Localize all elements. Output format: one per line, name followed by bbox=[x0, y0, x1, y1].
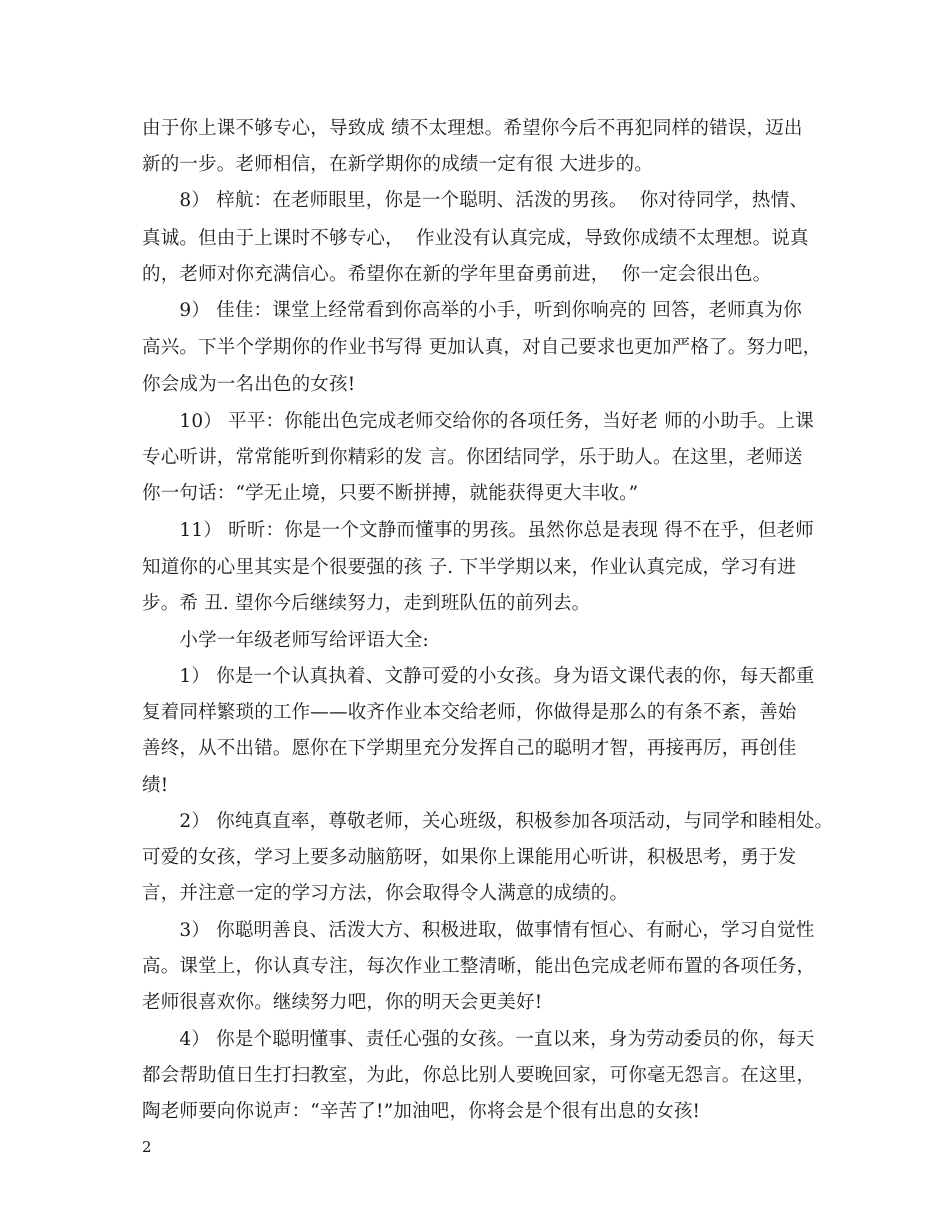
text-line: 步。希 丑. 望你今后继续努力，走到班队伍的前列去。 bbox=[142, 593, 591, 614]
text-line: 善终，从不出错。愿你在下学期里充分发挥自己的聪明才智，再接再厉，再创佳 bbox=[142, 738, 797, 759]
text-line: 都会帮助值日生打扫教室，为此，你总比别人要晚回家，可你毫无怨言。在这里， bbox=[142, 1065, 816, 1086]
text-line: 4） 你是个聪明懂事、责任心强的女孩。一直以来，身为劳动委员的你，每天 bbox=[142, 1029, 815, 1050]
text-line: 9） 佳佳：课堂上经常看到你高举的小手，听到你响亮的 回答，老师真为你 bbox=[142, 300, 802, 321]
text-line: 你一句话：“学无止境，只要不断拼搏，就能获得更大丰收。” bbox=[142, 483, 639, 504]
text-line: 真诚。但由于上课时不够专心， 作业没有认真完成，导致你成绩不太理想。说真 bbox=[142, 228, 809, 249]
text-line: 11） 昕昕：你是一个文静而懂事的男孩。虽然你总是表现 得不在乎，但老师 bbox=[142, 520, 814, 541]
text-line: 绩! bbox=[142, 775, 169, 796]
text-line: 可爱的女孩，学习上要多动脑筋呀，如果你上课能用心听讲，积极思考，勇于发 bbox=[142, 847, 797, 868]
text-line: 的，老师对你充满信心。希望你在新的学年里奋勇前进， 你一定会很出色。 bbox=[142, 264, 772, 285]
text-line: 陶老师要向你说声：“辛苦了!”加油吧，你将会是个很有出息的女孩! bbox=[142, 1101, 701, 1122]
page-number: 2 bbox=[142, 1138, 152, 1156]
text-line: 复着同样繁琐的工作——收齐作业本交给老师，你做得是那么的有条不紊，善始 bbox=[142, 702, 797, 723]
text-line: 新的一步。老师相信，在新学期你的成绩一定有很 大进步的。 bbox=[142, 154, 653, 175]
text-line: 老师很喜欢你。继续努力吧，你的明天会更美好! bbox=[142, 992, 543, 1013]
text-line: 高兴。下半个学期你的作业书写得 更加认真，对自己要求也更加严格了。努力吧， bbox=[142, 337, 822, 358]
text-line: 3） 你聪明善良、活泼大方、积极进取，做事情有恒心、有耐心，学习自觉性 bbox=[142, 920, 815, 941]
text-line: 10） 平平：你能出色完成老师交给你的各项任务，当好老 师的小助手。上课 bbox=[142, 411, 814, 432]
text-line: 1） 你是一个认真执着、文静可爱的小女孩。身为语文课代表的你，每天都重 bbox=[142, 666, 815, 687]
text-line: 由于你上课不够专心，导致成 绩不太理想。希望你今后不再犯同样的错误，迈出 bbox=[142, 118, 803, 139]
text-line: 专心听讲，常常能听到你精彩的发 言。你团结同学，乐于助人。在这里，老师送 bbox=[142, 447, 803, 468]
text-line: 2） 你纯真直率，尊敬老师，关心班级，积极参加各项活动，与同学和睦相处。 bbox=[142, 811, 834, 832]
text-line: 高。课堂上，你认真专注，每次作业工整清晰，能出色完成老师布置的各项任务， bbox=[142, 956, 816, 977]
text-line: 你会成为一名出色的女孩! bbox=[142, 374, 356, 395]
text-line: 8） 梓航：在老师眼里，你是一个聪明、活泼的男孩。 你对待同学，热情、 bbox=[142, 190, 809, 211]
text-line: 小学一年级老师写给评语大全: bbox=[142, 630, 429, 651]
text-line: 言，并注意一定的学习方法，你会取得令人满意的成绩的。 bbox=[142, 883, 629, 904]
text-line: 知道你的心里其实是个很要强的孩 子. 下半学期以来，作业认真完成，学习有进 bbox=[142, 557, 797, 578]
